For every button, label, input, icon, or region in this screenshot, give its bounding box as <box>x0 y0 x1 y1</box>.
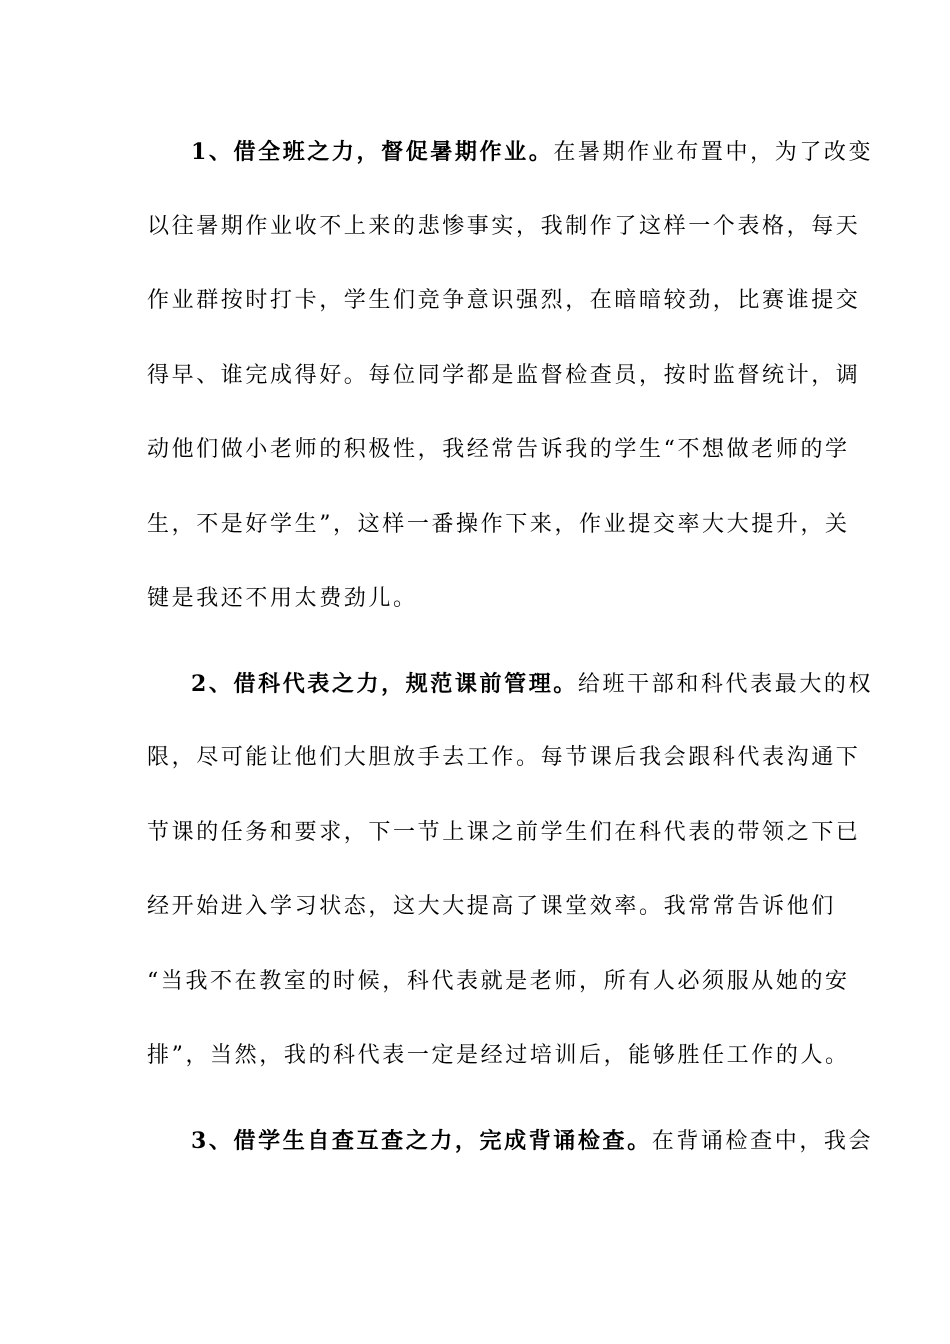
paragraph-2-line-6: 排”，当然，我的科代表一定是经过培训后，能够胜任工作的人。 <box>147 1043 850 1068</box>
paragraph-1-line-1 <box>191 132 874 172</box>
paragraph-2-line-5: “当我不在教室的时候，科代表就是老师，所有人必须服从她的安 <box>147 969 850 994</box>
paragraph-2-line-2: 限，尽可能让他们大胆放手去工作。每节课后我会跟科代表沟通下 <box>147 745 861 770</box>
paragraph-2-text: 给班干部和科代表最大的权 <box>577 672 874 697</box>
paragraph-1-line-3: 作业群按时打卡，学生们竞争意识强烈，在暗暗较劲，比赛谁提交 <box>147 288 861 313</box>
paragraph-1-line-5: 动他们做小老师的积极性，我经常告诉我的学生“不想做老师的学 <box>147 437 850 462</box>
paragraph-1-heading: 1、借全班之力，督促暑期作业。 <box>191 139 554 165</box>
paragraph-2-heading: 2、借科代表之力，规范课前管理。 <box>191 671 578 697</box>
paragraph-2-line-3: 节课的任务和要求，下一节上课之前学生们在科代表的带领之下已 <box>147 820 861 845</box>
paragraph-3-heading: 3、借学生自查互查之力，完成背诵检查。 <box>191 1128 652 1154</box>
paragraph-3-text: 在背诵检查中，我会 <box>651 1129 874 1154</box>
paragraph-3-line-1 <box>191 1121 874 1161</box>
paragraph-1-text: 在暑期作业布置中，为了改变 <box>553 140 874 165</box>
paragraph-2-line-4: 经开始进入学习状态，这大大提高了课堂效率。我常常告诉他们 <box>147 894 836 919</box>
paragraph-1-line-7: 键是我还不用太费劲儿。 <box>147 586 418 611</box>
paragraph-1-line-4: 得早、谁完成得好。每位同学都是监督检查员，按时监督统计，调 <box>147 363 861 388</box>
paragraph-1-line-2: 以往暑期作业收不上来的悲惨事实，我制作了这样一个表格，每天 <box>147 214 861 239</box>
paragraph-1-line-6: 生，不是好学生”，这样一番操作下来，作业提交率大大提升，关 <box>147 512 850 537</box>
paragraph-2-line-1 <box>191 664 874 704</box>
